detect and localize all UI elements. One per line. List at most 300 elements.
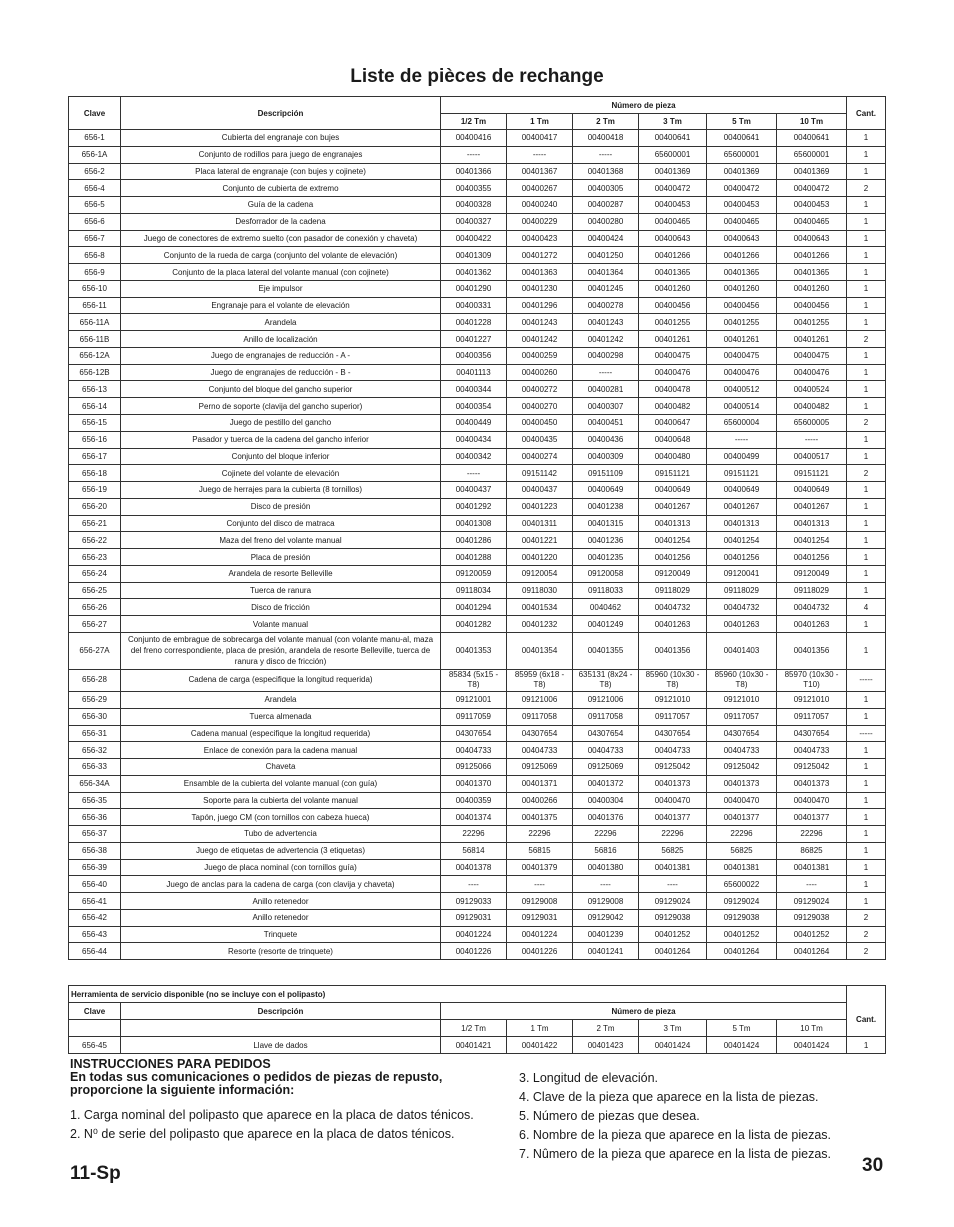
table-cell: Tubo de advertencia: [121, 826, 441, 843]
table-cell: 65600004: [707, 415, 777, 432]
table-cell: Arandela: [121, 314, 441, 331]
table-cell: 656-21: [69, 515, 121, 532]
tool-header-capacity: 3 Tm: [639, 1020, 707, 1037]
table-cell: 00401369: [777, 163, 847, 180]
table-cell: 1: [847, 347, 886, 364]
table-cell: 00401354: [507, 632, 573, 669]
tool-cell: 00401424: [777, 1037, 847, 1054]
table-cell: 09118034: [441, 582, 507, 599]
page-number-right: 30: [862, 1155, 884, 1176]
table-cell: 56815: [507, 842, 573, 859]
table-cell: Chaveta: [121, 759, 441, 776]
table-row: [69, 197, 886, 214]
table-cell: 00400470: [639, 792, 707, 809]
table-row: [69, 708, 886, 725]
table-cell: 00400355: [441, 180, 507, 197]
table-cell: 22296: [507, 826, 573, 843]
header-cant: Cant.: [847, 97, 886, 130]
table-cell: 656-33: [69, 759, 121, 776]
table-cell: 656-1: [69, 130, 121, 147]
instruction-item: 1. Carga nominal del polipasto que aparece en la placa de datos ténicos.: [70, 1108, 474, 1122]
table-cell: Juego de conectores de extremo suelto (con pasador de conexión y chaveta): [121, 230, 441, 247]
table-cell: 00401255: [777, 314, 847, 331]
table-cell: 656-29: [69, 691, 121, 708]
table-cell: 656-27A: [69, 632, 121, 669]
table-cell: 04307654: [707, 725, 777, 742]
tool-cell: 00401424: [639, 1037, 707, 1054]
table-cell: ----: [573, 876, 639, 893]
table-cell: 00401377: [707, 809, 777, 826]
table-row: [69, 347, 886, 364]
table-cell: 656-14: [69, 398, 121, 415]
table-cell: 65600001: [777, 146, 847, 163]
table-cell: 09125066: [441, 759, 507, 776]
instruction-item: 2. N⁰ de serie del polipasto que aparece en la placa de datos ténicos.: [70, 1127, 455, 1141]
tool-header-capacity: 5 Tm: [707, 1020, 777, 1037]
table-cell: 00400342: [441, 448, 507, 465]
table-cell: 00400305: [573, 180, 639, 197]
table-cell: 00401255: [707, 314, 777, 331]
table-cell: 00401226: [507, 943, 573, 960]
table-cell: 00400436: [573, 431, 639, 448]
table-cell: 00401362: [441, 264, 507, 281]
table-cell: 22296: [707, 826, 777, 843]
table-cell: 00401369: [639, 163, 707, 180]
table-row: [69, 163, 886, 180]
table-cell: 04307654: [507, 725, 573, 742]
table-cell: 00400643: [707, 230, 777, 247]
table-row: [69, 280, 886, 297]
table-cell: 09120041: [707, 565, 777, 582]
table-cell: 1: [847, 876, 886, 893]
table-cell: 00400649: [777, 482, 847, 499]
table-cell: 1: [847, 691, 886, 708]
table-cell: 09117057: [777, 708, 847, 725]
table-cell: 1: [847, 297, 886, 314]
table-cell: 656-9: [69, 264, 121, 281]
page-label-left: 11-Sp: [70, 1163, 121, 1184]
table-cell: 00401260: [777, 280, 847, 297]
table-cell: 00401267: [639, 498, 707, 515]
table-cell: 09125042: [777, 759, 847, 776]
table-cell: 00401260: [707, 280, 777, 297]
table-cell: 09121001: [441, 691, 507, 708]
table-cell: 656-37: [69, 826, 121, 843]
table-cell: 656-16: [69, 431, 121, 448]
table-cell: 656-40: [69, 876, 121, 893]
table-cell: 1: [847, 264, 886, 281]
table-cell: 00401250: [573, 247, 639, 264]
table-cell: 09117058: [507, 708, 573, 725]
table-cell: 656-24: [69, 565, 121, 582]
table-cell: 00401292: [441, 498, 507, 515]
table-row: [69, 515, 886, 532]
table-cell: 00401365: [639, 264, 707, 281]
table-cell: ----: [639, 876, 707, 893]
table-cell: 09120058: [573, 565, 639, 582]
table-row: [69, 725, 886, 742]
table-cell: Conjunto de la placa lateral del volante manual (con cojinete): [121, 264, 441, 281]
table-cell: 00401245: [573, 280, 639, 297]
table-cell: 00401372: [573, 775, 639, 792]
table-cell: 00400476: [639, 364, 707, 381]
table-cell: 09118029: [707, 582, 777, 599]
table-cell: 00401308: [441, 515, 507, 532]
table-cell: Cadena manual (especifique la longitud requerida): [121, 725, 441, 742]
table-cell: Ensamble de la cubierta del volante manual (con guía): [121, 775, 441, 792]
table-cell: 00400456: [707, 297, 777, 314]
table-cell: 00401243: [573, 314, 639, 331]
table-cell: 00401311: [507, 515, 573, 532]
table-cell: 00401367: [507, 163, 573, 180]
header-capacity: 1/2 Tm: [441, 114, 507, 130]
table-cell: 00400641: [777, 130, 847, 147]
table-cell: 56825: [639, 842, 707, 859]
table-cell: 00400517: [777, 448, 847, 465]
tool-caption: Herramienta de servicio disponible (no se incluye con el polipasto): [69, 986, 847, 1003]
table-cell: 00400434: [441, 431, 507, 448]
table-row: [69, 893, 886, 910]
table-cell: -----: [847, 669, 886, 691]
table-cell: Juego de herrajes para la cubierta (8 tornillos): [121, 482, 441, 499]
table-cell: 00401378: [441, 859, 507, 876]
table-cell: 00400641: [639, 130, 707, 147]
table-cell: 656-13: [69, 381, 121, 398]
table-cell: 00400331: [441, 297, 507, 314]
table-cell: 00401356: [777, 632, 847, 669]
table-cell: 00401243: [507, 314, 573, 331]
table-cell: 56825: [707, 842, 777, 859]
table-cell: 00401256: [777, 549, 847, 566]
table-cell: 09117058: [573, 708, 639, 725]
table-cell: 65600022: [707, 876, 777, 893]
instructions-left-list: [70, 1106, 474, 1144]
table-cell: 09129038: [707, 909, 777, 926]
table-cell: 22296: [573, 826, 639, 843]
table-row: [69, 859, 886, 876]
table-cell: 656-41: [69, 893, 121, 910]
table-cell: Conjunto del bloque inferior: [121, 448, 441, 465]
table-cell: 00400480: [639, 448, 707, 465]
table-cell: 00401238: [573, 498, 639, 515]
table-cell: 00400437: [507, 482, 573, 499]
table-cell: 00400451: [573, 415, 639, 432]
tool-table: [68, 985, 886, 1054]
table-cell: 00401355: [573, 632, 639, 669]
table-cell: 00400260: [507, 364, 573, 381]
table-cell: 09129008: [573, 893, 639, 910]
table-cell: 635131 (8x24 - T8): [573, 669, 639, 691]
table-cell: 00400307: [573, 398, 639, 415]
table-row: [69, 381, 886, 398]
table-cell: 00401254: [707, 532, 777, 549]
table-cell: Perno de soporte (clavija del gancho superior): [121, 398, 441, 415]
table-cell: 00400278: [573, 297, 639, 314]
table-cell: Anillo de localización: [121, 331, 441, 348]
table-cell: 00401264: [707, 943, 777, 960]
table-cell: 00400472: [777, 180, 847, 197]
table-cell: 00401313: [707, 515, 777, 532]
table-cell: 00401113: [441, 364, 507, 381]
table-cell: 00401261: [777, 331, 847, 348]
table-cell: Soporte para la cubierta del volante manual: [121, 792, 441, 809]
tool-header-clave: Clave: [69, 1003, 121, 1020]
table-cell: 00400298: [573, 347, 639, 364]
table-row: [69, 616, 886, 633]
table-cell: 00401241: [573, 943, 639, 960]
table-cell: 00401227: [441, 331, 507, 348]
table-row: [69, 465, 886, 482]
table-cell: 04307654: [777, 725, 847, 742]
table-cell: -----: [507, 146, 573, 163]
table-cell: 00400450: [507, 415, 573, 432]
table-cell: 1: [847, 364, 886, 381]
table-cell: 1: [847, 230, 886, 247]
table-cell: 656-19: [69, 482, 121, 499]
table-cell: 00401370: [441, 775, 507, 792]
table-cell: 00400304: [573, 792, 639, 809]
table-cell: Conjunto de rodillos para juego de engranajes: [121, 146, 441, 163]
table-cell: 00401381: [639, 859, 707, 876]
tool-header-capacity: 1 Tm: [507, 1020, 573, 1037]
table-cell: 00400328: [441, 197, 507, 214]
table-cell: 00401232: [507, 616, 573, 633]
table-cell: 00400470: [777, 792, 847, 809]
table-cell: Juego de etiquetas de advertencia (3 etiquetas): [121, 842, 441, 859]
table-cell: Trinquete: [121, 926, 441, 943]
table-cell: 2: [847, 180, 886, 197]
table-cell: 00400478: [639, 381, 707, 398]
table-cell: 00401381: [777, 859, 847, 876]
table-cell: 2: [847, 465, 886, 482]
table-cell: 00400354: [441, 398, 507, 415]
table-row: [69, 582, 886, 599]
table-cell: 00400356: [441, 347, 507, 364]
table-cell: Anillo retenedor: [121, 893, 441, 910]
table-cell: 1: [847, 759, 886, 776]
table-cell: 00400514: [707, 398, 777, 415]
table-cell: 00401228: [441, 314, 507, 331]
instruction-item: 6. Nombre de la pieza que aparece en la lista de piezas.: [519, 1128, 831, 1142]
table-cell: 00401264: [639, 943, 707, 960]
table-cell: 00400229: [507, 213, 573, 230]
table-cell: Conjunto del disco de matraca: [121, 515, 441, 532]
instructions-right-list: [519, 1069, 831, 1164]
table-cell: 656-39: [69, 859, 121, 876]
table-cell: 00401366: [441, 163, 507, 180]
table-row: [69, 415, 886, 432]
table-cell: 00400270: [507, 398, 573, 415]
table-cell: Tuerca de ranura: [121, 582, 441, 599]
table-cell: Placa de presión: [121, 549, 441, 566]
table-cell: 09125042: [639, 759, 707, 776]
table-cell: 00400475: [777, 347, 847, 364]
table-cell: 09118030: [507, 582, 573, 599]
table-cell: Placa lateral de engranaje (con bujes y cojinete): [121, 163, 441, 180]
table-cell: 2: [847, 415, 886, 432]
table-cell: Conjunto de cubierta de extremo: [121, 180, 441, 197]
table-cell: 1: [847, 515, 886, 532]
table-cell: 00404732: [707, 599, 777, 616]
table-cell: 656-27: [69, 616, 121, 633]
instruction-item: 3. Longitud de elevación.: [519, 1071, 658, 1085]
table-cell: 1: [847, 498, 886, 515]
table-cell: 00401224: [441, 926, 507, 943]
table-cell: 00404733: [707, 742, 777, 759]
table-cell: 00401365: [707, 264, 777, 281]
table-cell: Anillo retenedor: [121, 909, 441, 926]
table-cell: 00400418: [573, 130, 639, 147]
table-cell: 656-7: [69, 230, 121, 247]
table-cell: 1: [847, 163, 886, 180]
table-cell: 1: [847, 809, 886, 826]
table-cell: 2: [847, 926, 886, 943]
table-cell: 00401256: [707, 549, 777, 566]
header-capacity: 5 Tm: [707, 114, 777, 130]
table-cell: 56816: [573, 842, 639, 859]
header-capacity: 1 Tm: [507, 114, 573, 130]
table-cell: 00400475: [639, 347, 707, 364]
table-cell: 00401263: [707, 616, 777, 633]
table-cell: 00401242: [573, 331, 639, 348]
table-cell: ----: [507, 876, 573, 893]
table-cell: 656-1A: [69, 146, 121, 163]
parts-table: [68, 96, 886, 960]
table-cell: 00400424: [573, 230, 639, 247]
table-cell: 00401353: [441, 632, 507, 669]
table-cell: Juego de anclas para la cadena de carga (con clavija y chaveta): [121, 876, 441, 893]
parts-table-body: [69, 130, 886, 960]
table-cell: 1: [847, 431, 886, 448]
table-cell: 1: [847, 859, 886, 876]
table-cell: 656-31: [69, 725, 121, 742]
table-cell: 00400272: [507, 381, 573, 398]
table-cell: Enlace de conexión para la cadena manual: [121, 742, 441, 759]
table-cell: 00401379: [507, 859, 573, 876]
table-row: [69, 926, 886, 943]
table-cell: 00401263: [777, 616, 847, 633]
table-cell: Cadena de carga (especifique la longitud requerida): [121, 669, 441, 691]
table-cell: -----: [707, 431, 777, 448]
header-capacity: 3 Tm: [639, 114, 707, 130]
table-cell: 1: [847, 549, 886, 566]
tool-empty-cell: [69, 1020, 121, 1037]
table-cell: 00404733: [777, 742, 847, 759]
table-cell: 1: [847, 616, 886, 633]
table-cell: 09129024: [639, 893, 707, 910]
table-cell: 00404732: [639, 599, 707, 616]
table-row: [69, 431, 886, 448]
table-cell: 00401266: [707, 247, 777, 264]
table-cell: 1: [847, 792, 886, 809]
header-descripcion: Descripción: [121, 97, 441, 130]
table-cell: 1: [847, 314, 886, 331]
tool-cell: 1: [847, 1037, 886, 1054]
table-cell: 656-30: [69, 708, 121, 725]
table-cell: 1: [847, 632, 886, 669]
table-cell: 00401313: [639, 515, 707, 532]
tool-header-numero: Número de pieza: [441, 1003, 847, 1020]
table-cell: 00401256: [639, 549, 707, 566]
table-cell: 656-20: [69, 498, 121, 515]
table-cell: -----: [441, 146, 507, 163]
table-cell: 09129024: [777, 893, 847, 910]
instructions-title: INSTRUCCIONES PARA PEDIDOS: [70, 1057, 271, 1071]
table-cell: 00404733: [441, 742, 507, 759]
table-row: [69, 909, 886, 926]
tool-header-descripcion: Descripción: [121, 1003, 441, 1020]
table-cell: 85970 (10x30 - T10): [777, 669, 847, 691]
table-row: [69, 759, 886, 776]
tool-cell: 656-45: [69, 1037, 121, 1054]
table-cell: 86825: [777, 842, 847, 859]
table-cell: 00400470: [707, 792, 777, 809]
table-row: [69, 264, 886, 281]
table-cell: 00400453: [777, 197, 847, 214]
table-row: [69, 842, 886, 859]
table-row: [69, 632, 886, 669]
table-cell: 00401221: [507, 532, 573, 549]
table-cell: -----: [573, 146, 639, 163]
table-cell: 00401294: [441, 599, 507, 616]
table-row: [69, 247, 886, 264]
table-cell: 656-23: [69, 549, 121, 566]
table-cell: Disco de fricción: [121, 599, 441, 616]
table-cell: Guía de la cadena: [121, 197, 441, 214]
table-cell: 00401252: [707, 926, 777, 943]
tool-cell: 00401422: [507, 1037, 573, 1054]
table-cell: 00400649: [707, 482, 777, 499]
table-cell: Juego de engranajes de reducción - B -: [121, 364, 441, 381]
table-cell: 656-4: [69, 180, 121, 197]
table-cell: 00401373: [777, 775, 847, 792]
table-cell: ----: [777, 876, 847, 893]
table-cell: 656-28: [69, 669, 121, 691]
table-cell: Resorte (resorte de trinquete): [121, 943, 441, 960]
table-cell: 00401403: [707, 632, 777, 669]
table-row: [69, 230, 886, 247]
table-cell: 00404732: [777, 599, 847, 616]
table-cell: 656-38: [69, 842, 121, 859]
table-cell: 00401252: [777, 926, 847, 943]
table-cell: 22296: [441, 826, 507, 843]
tool-header-capacity: 2 Tm: [573, 1020, 639, 1037]
table-row: [69, 331, 886, 348]
table-cell: 00401296: [507, 297, 573, 314]
table-cell: 00401272: [507, 247, 573, 264]
table-cell: 2: [847, 909, 886, 926]
table-cell: 1: [847, 381, 886, 398]
table-cell: 85834 (5x15 - T8): [441, 669, 507, 691]
table-cell: 656-34A: [69, 775, 121, 792]
table-cell: 1: [847, 532, 886, 549]
table-cell: 1: [847, 565, 886, 582]
tool-empty-cell: [121, 1020, 441, 1037]
table-cell: 85960 (10x30 - T8): [639, 669, 707, 691]
table-cell: 00400465: [707, 213, 777, 230]
table-cell: 00401290: [441, 280, 507, 297]
table-cell: 09121010: [777, 691, 847, 708]
table-row: [69, 775, 886, 792]
table-cell: 656-44: [69, 943, 121, 960]
table-cell: Pasador y tuerca de la cadena del gancho inferior: [121, 431, 441, 448]
table-cell: 00401266: [639, 247, 707, 264]
tool-cell: 00401424: [707, 1037, 777, 1054]
table-cell: Cojinete del volante de elevación: [121, 465, 441, 482]
table-cell: Disco de presión: [121, 498, 441, 515]
table-cell: 4: [847, 599, 886, 616]
instructions-header: [70, 1058, 490, 1097]
